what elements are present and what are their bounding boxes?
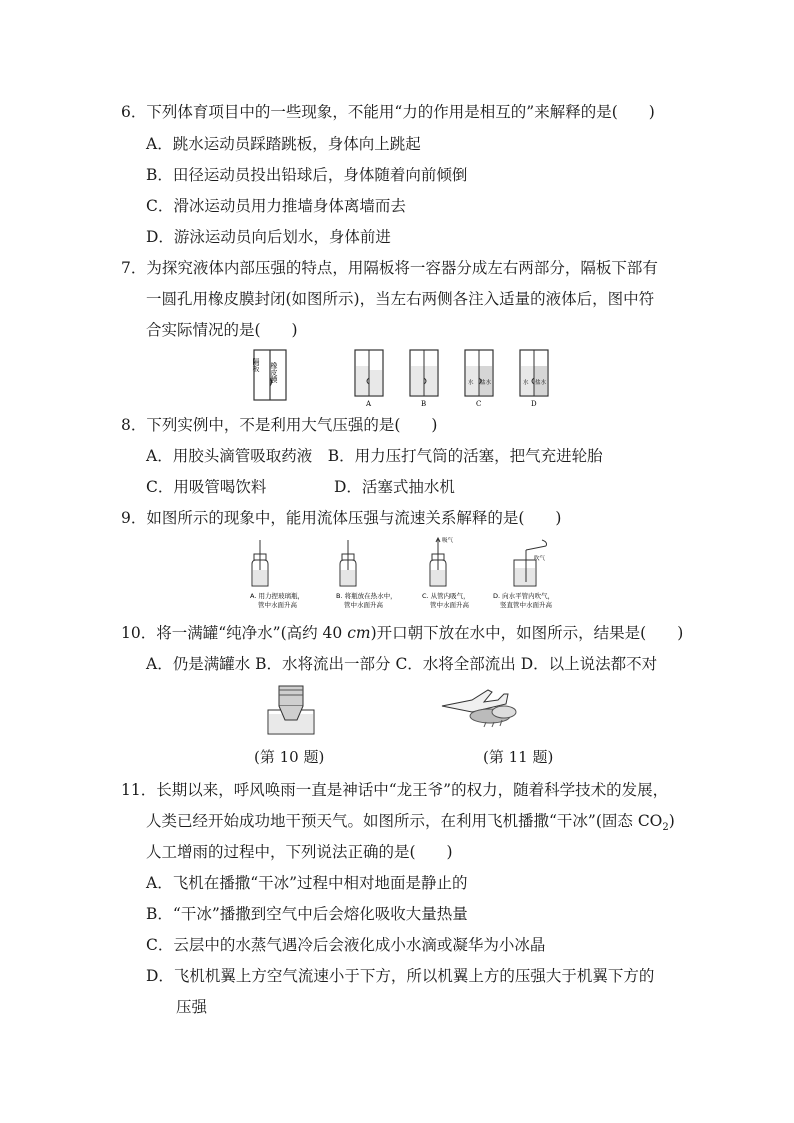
q7-stem-line2: 一圆孔用橡皮膜封闭(如图所示)，当左右两侧各注入适量的液体后，图中符 <box>146 290 655 308</box>
q10-figure <box>266 684 316 736</box>
q8-option-c: C．用吸管喝饮料 <box>146 478 267 496</box>
q11-option-b: B．“干冰”播撒到空气中后会熔化吸收大量热量 <box>146 905 468 923</box>
q7-beaker-b <box>410 350 438 408</box>
q6-stem: 6．下列体育项目中的一些现象，不能用“力的作用是相互的”来解释的是( ) <box>121 103 655 121</box>
q9-suck-label: 吸气 <box>442 538 454 544</box>
q7-figure <box>252 348 552 410</box>
q11-option-c: C．云层中的水蒸气遇冷后会液化成小水滴或凝华为小冰晶 <box>146 936 546 954</box>
q9-stem: 9．如图所示的现象中，能用流体压强与流速关系解释的是( ) <box>121 509 562 527</box>
q9-caption-b-l1: B. 将瓶放在热水中， <box>336 592 397 600</box>
q8-stem: 8．下列实例中，不是利用大气压强的是( ) <box>121 416 438 434</box>
q9-caption-c-l1: C. 从管内吸气， <box>422 592 470 600</box>
q7-c-right-label: 盐水 <box>480 380 492 386</box>
q7-d-right-label: 盐水 <box>535 380 547 386</box>
q7-stem-line3: 合实际情况的是( ) <box>146 321 298 339</box>
q7-beaker-c <box>465 350 493 408</box>
q9-caption-a-l1: A. 用力捏玻璃瓶， <box>250 592 304 600</box>
q11-stem-line2-post: ) <box>668 812 675 830</box>
q9-caption-b-l2: 管中水面升高 <box>344 601 383 609</box>
q6-option-b: B．田径运动员投出铅球后，身体随着向前倾倒 <box>146 166 468 184</box>
q7-letter-b: B <box>421 400 427 408</box>
q11-option-a: A．飞机在播撒“干冰”过程中相对地面是静止的 <box>146 874 468 892</box>
q7-c-left-label: 水 <box>468 380 474 386</box>
q11-stem-line2-pre: 人类已经开始成功地干预天气。如图所示，在利用飞机播撒“干冰”(固态 CO <box>146 812 663 830</box>
q7-membrane-label: 橡皮膜 <box>270 362 278 383</box>
q7-beaker-a <box>355 350 383 408</box>
q8-option-d: D．活塞式抽水机 <box>334 478 455 496</box>
q9-bottle-c <box>430 538 446 586</box>
q7-letter-d: D <box>531 400 537 408</box>
q9-caption-d-l1: D. 向水平管内吹气， <box>493 592 555 600</box>
q9-caption-c-l2: 管中水面升高 <box>430 601 469 609</box>
q7-letter-c: C <box>476 400 482 408</box>
q9-blow-label: 吹气 <box>534 556 546 562</box>
q10-options: A．仍是满罐水 B．水将流出一部分 C．水将全部流出 D．以上说法都不对 <box>146 655 658 673</box>
q7-partition-label: 隔板 <box>252 358 260 372</box>
q11-option-d: D．飞机机翼上方空气流速小于下方，所以机翼上方的压强大于机翼下方的 <box>146 967 655 985</box>
q11-caption: (第 11 题) <box>483 748 554 766</box>
q11-stem-line2-sub: 2 <box>662 822 669 834</box>
q9-figure <box>250 536 580 612</box>
q6-option-d: D．游泳运动员向后划水，身体前进 <box>146 228 391 246</box>
q7-beaker-d <box>520 350 548 408</box>
q11-option-d-cont: 压强 <box>176 998 208 1016</box>
q9-caption-a-l2: 管中水面升高 <box>258 601 297 609</box>
q6-option-a: A．跳水运动员踩踏跳板，身体向上跳起 <box>146 135 421 153</box>
q7-letter-a: A <box>366 400 372 408</box>
q7-stem-line1: 7．为探究液体内部压强的特点，用隔板将一容器分成左右两部分，隔板下部有 <box>121 259 658 277</box>
q9-bottle-a <box>252 540 268 586</box>
q11-stem-line2 <box>146 811 675 838</box>
q9-bottle-b <box>340 540 356 586</box>
q6-option-c: C．滑冰运动员用力推墙身体离墙而去 <box>146 197 406 215</box>
q10-caption: (第 10 题) <box>254 748 325 766</box>
q10-stem-unit: cm <box>347 624 371 642</box>
q11-stem-line3: 人工增雨的过程中，下列说法正确的是( ) <box>146 843 453 861</box>
q9-beaker-d <box>514 540 547 586</box>
q10-stem-post: )开口朝下放在水中，如图所示，结果是( ) <box>370 624 684 642</box>
q11-stem-line1: 11．长期以来，呼风唤雨一直是神话中“龙王爷”的权力，随着科学技术的发展， <box>121 781 669 799</box>
q7-d-left-label: 水 <box>523 380 529 386</box>
q9-caption-d-l2: 竖直管中水面升高 <box>500 601 552 609</box>
q8-options-row1: A．用胶头滴管吸取药液 B．用力压打气筒的活塞，把气充进轮胎 <box>146 447 603 465</box>
q10-stem <box>121 623 683 643</box>
q11-figure <box>440 684 520 728</box>
q10-stem-pre: 10．将一满罐“纯净水”(高约 40 <box>121 624 348 642</box>
